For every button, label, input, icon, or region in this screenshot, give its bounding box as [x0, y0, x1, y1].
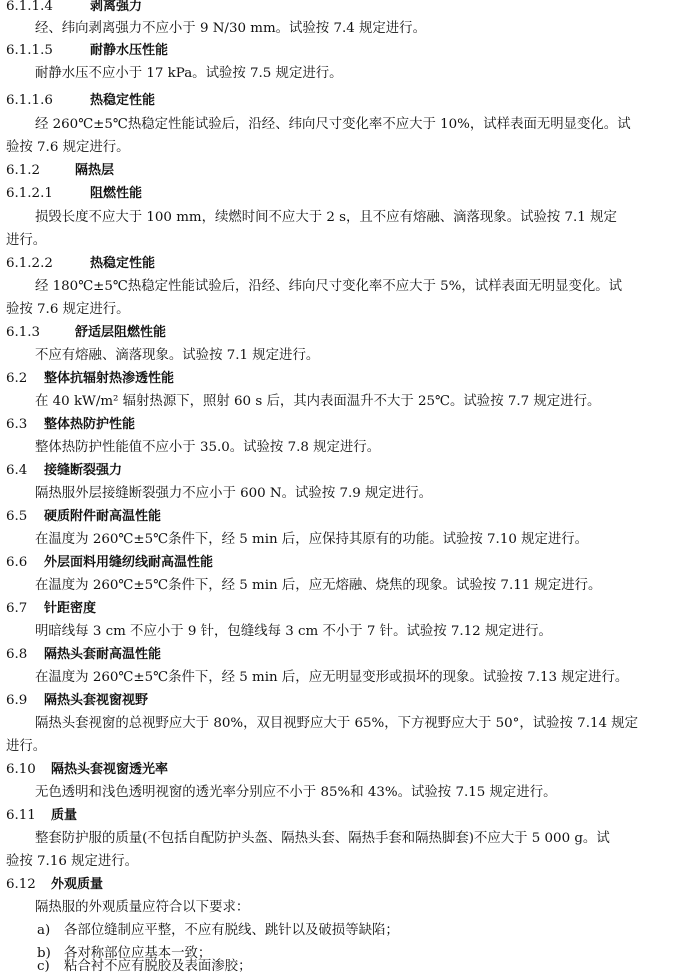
section-number: 6.2 [6, 371, 28, 386]
section-title: 针距密度 [44, 601, 97, 616]
section-title: 耐静水压性能 [90, 43, 169, 58]
section-title: 整体热防护性能 [44, 417, 136, 432]
section-text-continued: 验按 7.6 规定进行。 [6, 140, 130, 155]
section-title: 质量 [51, 808, 78, 823]
list-item-label: c) [37, 959, 50, 974]
section-text: 隔热服外层接缝断裂强力不应小于 600 N。试验按 7.9 规定进行。 [35, 486, 432, 501]
section-heading-6-1-3 [0, 321, 679, 344]
section-heading-6-12 [0, 873, 679, 896]
section-number: 6.4 [6, 463, 28, 478]
section-heading-6-4 [0, 459, 679, 482]
section-number: 6.3 [6, 417, 28, 432]
section-heading-6-1-1-6 [0, 89, 679, 112]
section-text: 不应有熔融、滴落现象。试验按 7.1 规定进行。 [35, 348, 320, 363]
section-heading-6-3 [0, 413, 679, 436]
section-number: 6.6 [6, 555, 28, 570]
section-number: 6.1.3 [6, 325, 41, 340]
section-title: 硬质附件耐高温性能 [44, 509, 162, 524]
section-text: 隔热服的外观质量应符合以下要求： [35, 900, 250, 915]
section-heading-6-1-2-1 [0, 182, 679, 205]
section-heading-6-6 [0, 551, 679, 574]
section-heading-6-10 [0, 758, 679, 781]
section-number: 6.10 [6, 762, 36, 777]
section-heading-6-2 [0, 367, 679, 390]
section-title: 剥离强力 [90, 0, 143, 14]
section-heading-6-9 [0, 689, 679, 712]
section-title: 舒适层阻燃性能 [75, 325, 167, 340]
section-number: 6.1.2.2 [6, 256, 53, 271]
section-text-continued: 验按 7.6 规定进行。 [6, 302, 130, 317]
section-text: 在温度为 260℃±5℃条件下，经 5 min 后，应保持其原有的功能。试验按 7.10 规定进行。 [35, 532, 589, 547]
section-text: 整体热防护性能值不应小于 35.0。试验按 7.8 规定进行。 [35, 440, 381, 455]
list-item-text: 粘合衬不应有脱胶及表面渗胶； [64, 959, 252, 974]
section-number: 6.12 [6, 877, 36, 892]
section-text: 耐静水压不应小于 17 kPa。试验按 7.5 规定进行。 [35, 66, 343, 81]
section-title: 阻燃性能 [90, 186, 143, 201]
section-text: 隔热头套视窗的总视野应大于 80%，双目视野应大于 65%，下方视野应大于 50°，试验按 7.14 规定 [35, 716, 639, 731]
section-title: 隔热头套视窗透光率 [51, 762, 169, 777]
section-text: 经、纬向剥离强力不应小于 9 N/30 mm。试验按 7.4 规定进行。 [35, 21, 426, 36]
list-item-text: 各部位缝制应平整，不应有脱线、跳针以及破损等缺陷； [64, 923, 399, 938]
section-text-continued: 验按 7.16 规定进行。 [6, 854, 139, 869]
section-number: 6.1.2 [6, 163, 41, 178]
section-text: 在温度为 260℃±5℃条件下，经 5 min 后，应无熔融、烧焦的现象。试验按 7.11 规定进行。 [35, 578, 602, 593]
section-number: 6.1.1.5 [6, 43, 53, 58]
section-title: 接缝断裂强力 [44, 463, 123, 478]
section-title: 热稳定性能 [90, 256, 156, 271]
section-text: 经 260℃±5℃热稳定性能试验后，沿经、纬向尺寸变化率不应大于 10%，试样表面无明显变化。试 [35, 117, 631, 132]
section-heading-6-11 [0, 804, 679, 827]
section-text: 经 180℃±5℃热稳定性能试验后，沿经、纬向尺寸变化率不应大于 5%，试样表面无明显变化。试 [35, 279, 623, 294]
section-heading-6-1-1-4 [0, 0, 679, 18]
list-item-label: b) [37, 946, 51, 961]
section-number: 6.5 [6, 509, 28, 524]
section-text-continued: 进行。 [6, 233, 47, 248]
section-number: 6.9 [6, 693, 28, 708]
section-number: 6.7 [6, 601, 28, 616]
section-heading-6-1-1-5 [0, 39, 679, 62]
section-text: 损毁长度不应大于 100 mm，续燃时间不应大于 2 s，且不应有熔融、滴落现象。试验按 7.1 规定 [35, 210, 617, 225]
section-heading-6-7 [0, 597, 679, 620]
section-title: 隔热层 [75, 163, 115, 178]
section-text-continued: 进行。 [6, 739, 47, 754]
section-heading-6-8 [0, 643, 679, 666]
list-item [0, 955, 679, 978]
section-text: 在温度为 260℃±5℃条件下，经 5 min 后，应无明显变形或损坏的现象。试验按 7.13 规定进行。 [35, 670, 629, 685]
section-title: 热稳定性能 [90, 93, 156, 108]
section-number: 6.1.1.6 [6, 93, 53, 108]
section-number: 6.1.2.1 [6, 186, 53, 201]
section-number: 6.1.1.4 [6, 0, 53, 14]
section-number: 6.11 [6, 808, 36, 823]
section-heading-6-1-2 [0, 159, 679, 182]
list-item-text: 各对称部位应基本一致； [64, 946, 212, 961]
section-text: 明暗线每 3 cm 不应小于 9 针，包缝线每 3 cm 不小于 7 针。试验按 7.12 规定进行。 [35, 624, 552, 639]
section-text: 无色透明和浅色透明视窗的透光率分别应不小于 85%和 43%。试验按 7.15 规定进行。 [35, 785, 557, 800]
section-title: 隔热头套视窗视野 [44, 693, 149, 708]
section-title: 整体抗辐射热渗透性能 [44, 371, 175, 386]
section-text: 整套防护服的质量(不包括自配防护头盔、隔热头套、隔热手套和隔热脚套)不应大于 5 000 g。试 [35, 831, 610, 846]
list-item [0, 919, 679, 942]
section-title: 外观质量 [51, 877, 104, 892]
section-text: 在 40 kW/m² 辐射热源下，照射 60 s 后，其内表面温升不大于 25℃。试验按 7.7 规定进行。 [35, 394, 601, 409]
section-heading-6-5 [0, 505, 679, 528]
section-number: 6.8 [6, 647, 28, 662]
section-title: 隔热头套耐高温性能 [44, 647, 162, 662]
section-heading-6-1-2-2 [0, 252, 679, 275]
list-item-label: a) [37, 923, 51, 938]
section-title: 外层面料用缝纫线耐高温性能 [44, 555, 214, 570]
